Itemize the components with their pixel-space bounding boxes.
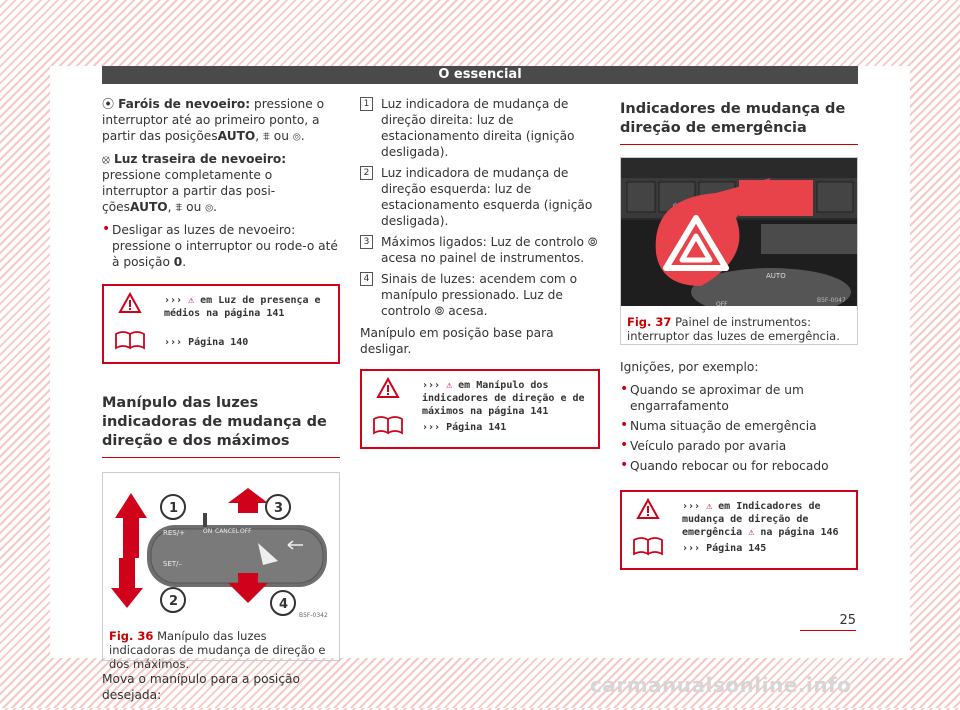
photo-off-label-2: OFF — [716, 301, 728, 306]
figure-36-label: Fig. 36 — [109, 629, 154, 643]
after-figure-text: Mova o manípulo para a posição desejada: — [102, 672, 300, 702]
list-item — [360, 271, 600, 319]
warning-link-text: em Indicadores de mudança de direção de emergência — [682, 501, 821, 538]
list-item — [360, 165, 600, 229]
figure-36-caption — [103, 624, 339, 676]
item-text: Sinais de luzes: acendem com o manípulo pressionado. Luz de controlo ⦾ acesa. — [381, 272, 578, 318]
lever-off-label: OFF — [240, 528, 252, 535]
lever-res-label: RES/+ — [163, 529, 185, 537]
column-left — [102, 96, 340, 710]
svg-text:2: 2 — [169, 594, 179, 609]
book-link[interactable]: ››› Página 141 — [422, 422, 507, 433]
list-item: • Veículo parado por avaria — [620, 438, 858, 454]
figure-36-code: B5F-0342 — [299, 612, 328, 619]
figure-37-code: B5F-0047 — [817, 297, 846, 304]
hazard-switch-photo — [621, 158, 857, 306]
book-link-text: Página 141 — [446, 422, 507, 433]
figure-36 — [102, 472, 340, 671]
item-number: 4 — [360, 272, 373, 286]
fog-rear-text: pressione completamente o interruptor a partir das posições — [102, 168, 276, 214]
fog-front-tail: , ⩨ ou ⦾. — [255, 129, 305, 143]
figure-36-caption-text: Manípulo das luzes indicadoras de mudança de direção e dos máximos. — [109, 629, 326, 671]
figure-37-caption — [621, 310, 857, 348]
book-icon — [372, 413, 406, 435]
warning-link[interactable]: ››› ⚠ em Indicadores de mudança de direção de emergência ⚠ na página 146 — [682, 501, 839, 538]
warning-box — [360, 369, 600, 449]
bullet-off: • Desligar as luzes de nevoeiro: pressione o interruptor ou rode-o até à posição 0. — [102, 222, 340, 270]
figure-37-label: Fig. 37 — [627, 315, 672, 329]
list-item: • Quando se aproximar de um engarrafamento — [620, 382, 858, 414]
list-item — [360, 96, 600, 160]
list-item: • Quando rebocar ou for rebocado — [620, 458, 858, 474]
auto-glyph-2: AUTO — [130, 200, 168, 214]
bullet-off-text: Desligar as luzes de nevoeiro: pressione o interruptor ou rode-o até à posição — [112, 223, 338, 269]
svg-text:4: 4 — [279, 597, 289, 612]
fog-rear-paragraph — [102, 151, 340, 215]
warning-link[interactable]: ››› ⚠ em Luz de presença e médios na página 141 — [164, 295, 321, 319]
section-title-hazard: Indicadores de mudança de direção de emergência — [620, 100, 858, 145]
base-position-text: Manípulo em posição base para desligar. — [360, 326, 554, 356]
lever-cancel-label: CANCEL — [215, 528, 240, 535]
item-number: 2 — [360, 166, 373, 180]
warning-link-tail: na página 146 — [760, 527, 839, 538]
column-right — [620, 96, 858, 570]
book-link-text: Página 145 — [706, 543, 767, 554]
item-number: 1 — [360, 97, 373, 111]
svg-text:3: 3 — [274, 501, 284, 516]
warning-link[interactable]: ››› ⚠ em Manípulo dos indicadores de direção e de máximos na página 141 — [422, 380, 585, 417]
section-title-lever: Manípulo das luzes indicadoras de mudança de direção e dos máximos — [102, 394, 340, 458]
warning-link-text: em Luz de presença e médios na página 141 — [164, 295, 321, 319]
book-icon — [632, 534, 666, 556]
page-header: O essencial — [102, 66, 858, 84]
list-item: • Numa situação de emergência — [620, 418, 858, 434]
fog-front-paragraph — [102, 96, 340, 144]
fog-front-text: pressione o interruptor até ao primeiro ponto, a partir das posições — [102, 97, 325, 143]
fog-rear-tail: , ⩨ ou ⦾. — [167, 200, 218, 214]
fog-rear-label: Luz traseira de nevoeiro: — [113, 152, 287, 166]
lever-on-label: ON — [203, 528, 213, 535]
book-link[interactable]: ››› Página 145 — [682, 543, 767, 554]
lever-illustration — [103, 473, 339, 620]
lever-set-label: SET/– — [163, 560, 183, 568]
item-text: Luz indicadora de mudança de direção direita: luz de estacionamento direita (ignição desligada). — [381, 97, 575, 159]
book-link[interactable]: ››› Página 140 — [164, 337, 249, 348]
column-middle — [360, 96, 600, 449]
warning-box — [620, 490, 858, 570]
svg-text:1: 1 — [169, 501, 179, 516]
list-item — [360, 234, 600, 266]
fog-front-label: Faróis de nevoeiro: — [118, 97, 251, 111]
warning-link-text: em Manípulo dos indicadores de direção e de máximos na página 141 — [422, 380, 585, 417]
intro-text: Ignições, por exemplo: — [620, 360, 759, 374]
item-number: 3 — [360, 235, 373, 249]
figure-37-caption-text: Painel de instrumentos: interruptor das luzes de emergência. — [627, 315, 840, 343]
position-zero-glyph: 0 — [173, 255, 183, 269]
item-text: Máximos ligados: Luz de controlo ⦾ acesa no painel de instrumentos. — [381, 235, 598, 265]
page-number: 25 — [800, 613, 856, 631]
item-text: Luz indicadora de mudança de direção esquerda: luz de estacionamento esquerda (ignição desligada). — [381, 166, 593, 228]
watermark: carmanualsonline.info — [590, 673, 852, 697]
fog-light-icon: ⦿ — [102, 97, 115, 111]
warning-box — [102, 284, 340, 364]
book-link-text: Página 140 — [188, 337, 249, 348]
warning-triangle-icon — [636, 498, 660, 520]
warning-triangle-icon — [118, 292, 142, 314]
figure-37 — [620, 157, 858, 345]
auto-glyph: AUTO — [217, 129, 256, 143]
warning-triangle-icon — [376, 377, 400, 399]
photo-auto-label: AUTO — [766, 272, 786, 280]
book-icon — [114, 328, 148, 350]
rear-fog-icon: ⦻ — [102, 152, 111, 166]
